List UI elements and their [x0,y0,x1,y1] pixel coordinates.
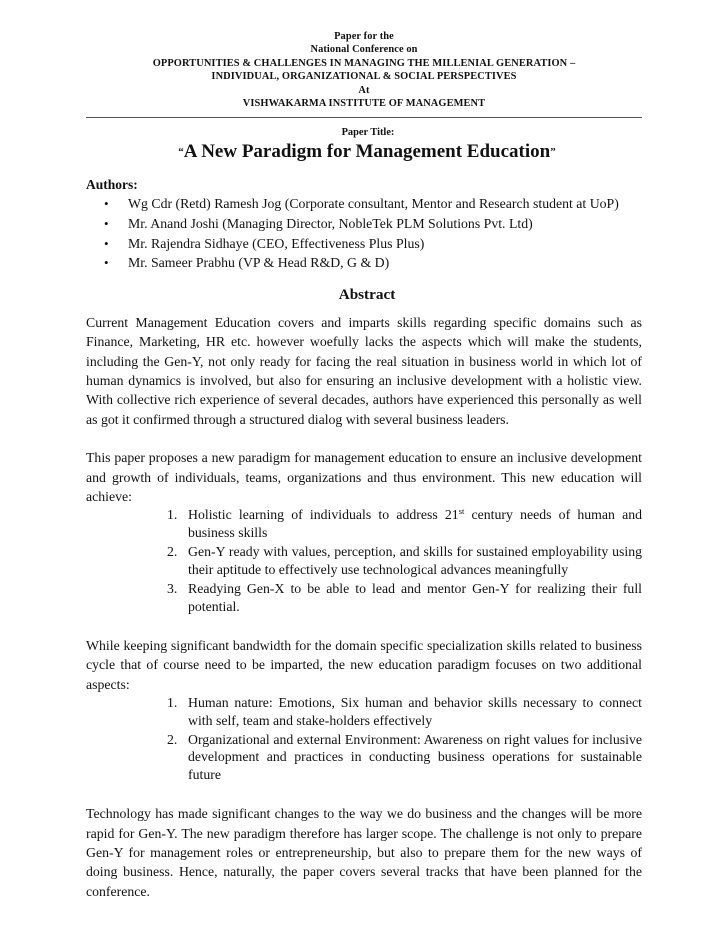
paragraph-gap [86,617,642,636]
open-quote: “ [178,146,184,159]
goal-item [167,506,642,541]
authors-list [86,194,642,272]
header-line-2: National Conference on [310,44,418,56]
abstract-paragraph-1: Current Management Education covers and imparts skills regarding specific domains such as Finance, Marketing, HR etc. however woefully lacks the aspects which will make the students, including the Gen-Y, not only ready for facing the real situation in business world in which lot of human dynamics is involved, but also for ensuring an inclusive development with a holistic view. With collective rich experience of several decades, authors have experienced this personally as well as got it confirmed through a structured dialog with several business leaders. [86,314,642,427]
list-number: 1. [167,507,178,523]
list-number: 2. [167,731,178,747]
author-item [104,253,642,273]
list-number: 2. [167,544,178,560]
aspect-text: Human nature: Emotions, Six human and behavior skills necessary to connect with self, team and stake-holders effectively [188,695,642,728]
conference-title: OPPORTUNITIES & CHALLENGES IN MANAGING THE MILLENIAL GENERATION – [152,57,576,69]
aspect-item [167,731,642,784]
bullet-icon: • [104,196,109,212]
header-line-at: At [358,84,370,96]
author-item [104,234,642,254]
conference-header [86,30,642,110]
author-text: Mr. Anand Joshi (Managing Director, NobleTek PLM Solutions Pvt. Ltd) [128,216,533,232]
goal-text-pre: Holistic learning of individuals to address 21 [188,507,459,523]
author-text: Mr. Sameer Prabhu (VP & Head R&D, G & D) [128,255,390,271]
abstract-paragraph-4: Technology has made significant changes to the way we do business and the changes will be more rapid for Gen-Y. The new paradigm therefore has larger scope. The challenge is not only to prepare Gen-Y for management roles or entrepreneurship, but also to prepare them for the new ways of doing business. Hence, naturally, the paper covers several tracks that have been planned for the conference. [86,806,642,899]
goals-list [86,506,642,615]
header-divider [86,117,642,118]
list-number: 3. [167,581,178,597]
bullet-icon: • [104,216,109,232]
paragraph-gap [86,429,642,448]
author-text: Mr. Rajendra Sidhaye (CEO, Effectiveness Plus Plus) [128,235,425,251]
author-text: Wg Cdr (Retd) Ramesh Jog (Corporate consultant, Mentor and Research student at UoP) [128,196,619,212]
author-item [104,194,642,214]
goal-item [167,543,642,578]
goal-item [167,580,642,615]
abstract-heading: Abstract [338,285,396,303]
aspects-list [86,694,642,784]
aspect-text: Organizational and external Environment: Awareness on right values for inclusive development and practices in conducting business operations for sustainable future [188,731,642,782]
goal-text-post: century needs of human and business skills [188,507,642,541]
paper-title-label: Paper Title: [341,127,395,139]
aspect-item [167,694,642,729]
paper-title-text: A New Paradigm for Management Education [183,141,551,163]
author-item [104,214,642,234]
header-line-1: Paper for the [334,31,394,42]
abstract-paragraph-3: While keeping significant bandwidth for the domain specific specialization skills related to business cycle that of course need to be imparted, the new education paradigm focuses on two additional aspects: [86,637,642,692]
close-quote: ” [550,146,556,159]
goal-text: Readying Gen-X to be able to lead and mentor Gen-Y for realizing their full potential. [188,581,642,614]
list-number: 1. [167,695,178,711]
conference-subtitle: INDIVIDUAL, ORGANIZATIONAL & SOCIAL PERSPECTIVES [211,71,517,83]
goal-text: Gen-Y ready with values, perception, and skills for sustained employability using their aptitude to effectively use technological advances meaningfully [188,544,642,577]
bullet-icon: • [104,255,109,271]
paper-title [92,140,642,164]
authors-label: Authors: [86,177,138,193]
bullet-icon: • [104,235,109,251]
paragraph-gap [86,785,642,804]
institute-name: VISHWAKARMA INSTITUTE OF MANAGEMENT [242,98,486,110]
abstract-paragraph-2: This paper proposes a new paradigm for management education to ensure an inclusive development and growth of individuals, teams, organizations and thus environment. This new education will achieve: [86,450,642,505]
superscript: st [458,506,465,517]
